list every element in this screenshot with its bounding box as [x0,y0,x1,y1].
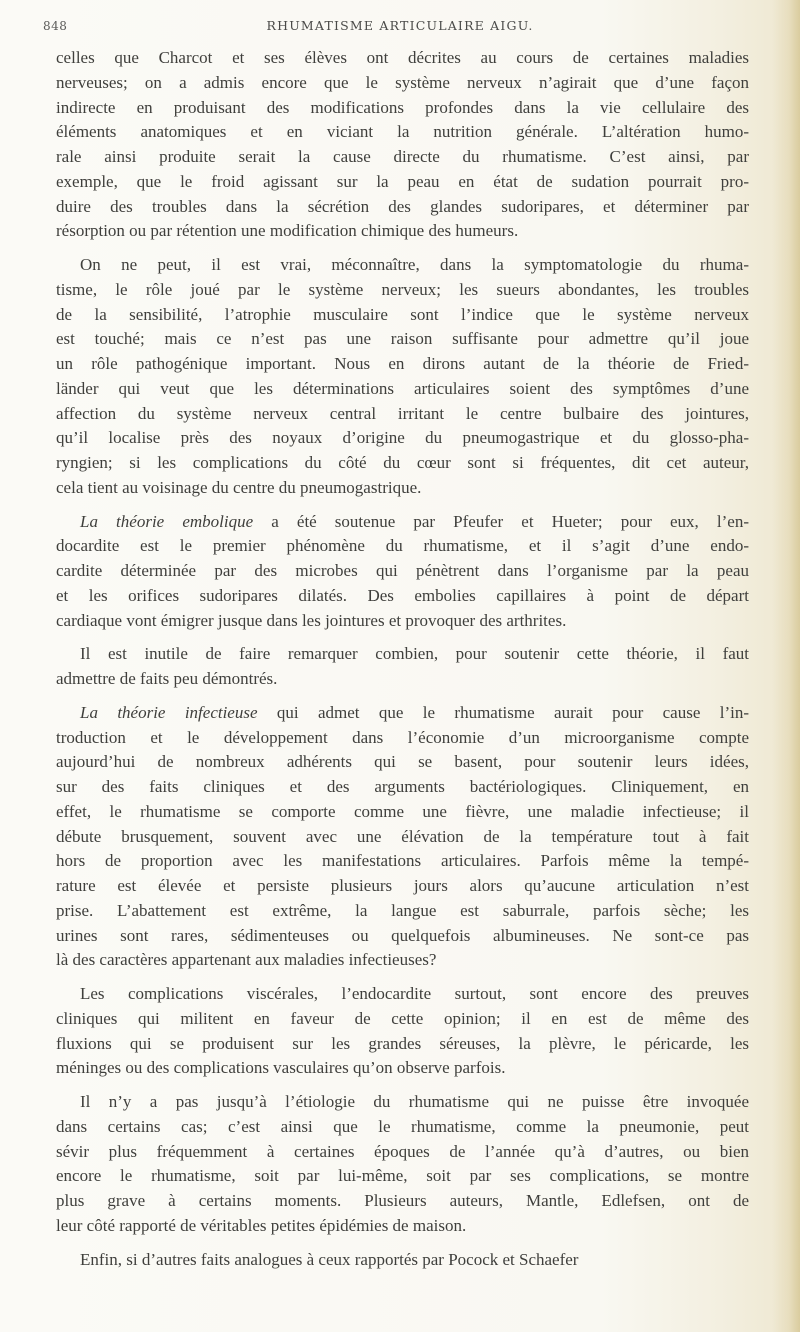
text-line: est touché; mais ce n’est pas une raison suffisante pour admettre qu’il joue [56,329,749,349]
page-header [0,16,800,40]
paragraph [56,510,749,634]
body-text [56,46,749,1281]
text-line-rest: a été soutenue par Pfeufer et Hueter; pour eux, l’en- [253,511,749,531]
text-line: indirecte en produisant des modifications profondes dans la vie cellulaire des [56,97,749,117]
text-line: sur des faits cliniques et des arguments bactériologiques. Cliniquement, en [56,777,749,796]
text-line: Il n’y a pas jusqu’à l’étiologie du rhumatisme qui ne puisse être invoquée [80,1092,749,1111]
paragraph [56,46,749,244]
text-line: méninges ou des complications vasculaires qu’on observe parfois. [56,1058,506,1078]
text-line: affection du système nerveux central irritant le centre bulbaire des jointures, [56,403,749,423]
text-line [56,701,749,726]
text-line: cardiaque vont émigrer jusque dans les jointures et provoquer des arthrites. [56,610,567,630]
paragraph [56,701,749,973]
text-line: ryngien; si les complications du côté du cœur sont si fréquentes, dit cet auteur, [56,453,749,472]
text-line: rale ainsi produite serait la cause directe du rhumatisme. C’est ainsi, par [56,147,749,166]
text-line: débute brusquement, souvent avec une élévation de la température tout à fait [56,826,749,846]
text-line: Il est inutile de faire remarquer combien, pour soutenir cette théorie, il faut [80,644,749,664]
text-line: duire des troubles dans la sécrétion des glandes sudoripares, et déterminer par [56,196,749,216]
text-line: länder qui veut que les déterminations articulaires soient des symptômes d’une [56,378,749,398]
text-line: docardite est le premier phénomène du rhumatisme, et il s’agit d’une endo- [56,536,749,556]
text-line: aujourd’hui de nombreux adhérents qui se basent, pour soutenir leurs idées, [56,752,749,772]
text-line: là des caractères appartenant aux maladies infectieuses? [56,950,437,970]
text-line: admettre de faits peu démontrés. [56,669,278,688]
text-line: effet, le rhumatisme se comporte comme une fièvre, une maladie infectieuse; il [56,801,749,821]
text-line: de la sensibilité, l’atrophie musculaire sont l’indice que le système nerveux [56,304,749,324]
text-line: plus grave à certains moments. Plusieurs auteurs, Mantle, Edlefsen, ont de [56,1191,749,1210]
text-line: urines sont rares, sédimenteuses ou quelquefois albumineuses. Ne sont-ce pas [56,925,749,945]
text-line: Les complications viscérales, l’endocardite surtout, sont encore des preuves [80,984,749,1003]
paragraph [56,1248,749,1273]
text-line: nerveuses; on a admis encore que le système nerveux n’agirait que d’une façon [56,72,749,92]
paragraph [56,253,749,501]
text-line: éléments anatomiques et en viciant la nutrition générale. L’altération humo- [56,122,749,142]
page-edge-shadow [772,0,800,1332]
text-line: On ne peut, il est vrai, méconnaître, dans la symptomatologie du rhuma- [80,255,749,274]
text-line: exemple, que le froid agissant sur la peau en état de sudation pourrait pro- [56,171,749,191]
paragraph [56,1090,749,1239]
text-line: cliniques qui militent en faveur de cette opinion; il en est de même des [56,1008,749,1028]
text-line: cela tient au voisinage du centre du pneumogastrique. [56,477,422,497]
text-line: troduction et le développement dans l’économie d’un microorganisme compte [56,727,749,747]
text-line: celles que Charcot et ses élèves ont décrites au cours de certaines maladies [56,48,749,67]
text-line: hors de proportion avec les manifestations articulaires. Parfois même la tempé- [56,851,749,871]
text-line: encore le rhumatisme, soit par lui-même, soit par ses complications, se montre [56,1166,749,1186]
text-line: qu’il localise près des noyaux d’origine du pneumogastrique et du glosso-pha- [56,428,749,448]
theory-name: La théorie infectieuse [80,702,258,722]
theory-name: La théorie embolique [80,511,254,531]
text-line: dans certains cas; c’est ainsi que le rhumatisme, comme la pneumonie, peut [56,1116,749,1136]
running-title: RHUMATISME ARTICULAIRE AIGU. [266,18,534,33]
page-number: 848 [43,19,68,33]
text-line-rest: qui admet que le rhumatisme aurait pour cause l’in- [257,702,749,722]
text-line: cardite déterminée par des microbes qui pénètrent dans l’organisme par la peau [56,561,749,580]
text-line: tisme, le rôle joué par le système nerveux; les sueurs abondantes, les troubles [56,279,749,299]
text-line: fluxions qui se produisent sur les grandes séreuses, la plèvre, le péricarde, les [56,1033,749,1053]
text-line: rature est élevée et persiste plusieurs jours alors qu’aucune articulation n’est [56,876,749,895]
paragraph [56,982,749,1081]
paragraph [56,642,749,692]
text-line [56,510,749,535]
text-line: résorption ou par rétention une modification chimique des humeurs. [56,221,519,241]
text-line: sévir plus fréquemment à certaines époques de l’année qu’à d’autres, ou bien [56,1141,749,1161]
text-line: un rôle pathogénique important. Nous en dirons autant de la théorie de Fried- [56,354,749,373]
text-line: prise. L’abattement est extrême, la langue est saburrale, parfois sèche; les [56,900,749,920]
text-line: Enfin, si d’autres faits analogues à ceux rapportés par Pocock et Schaefer [80,1249,579,1269]
text-line: leur côté rapporté de véritables petites épidémies de maison. [56,1215,467,1235]
text-line: et les orifices sudoripares dilatés. Des embolies capillaires à point de départ [56,585,749,605]
